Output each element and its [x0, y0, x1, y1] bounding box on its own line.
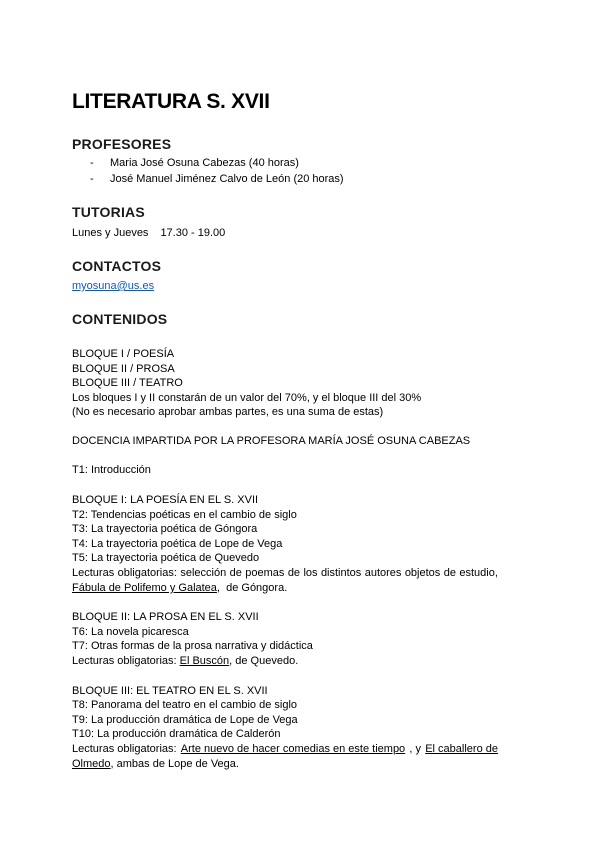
tutorias-days: Lunes y Jueves — [72, 227, 149, 239]
contact-row — [72, 279, 154, 293]
lectura-author: , ambas de Lope de Vega. — [110, 758, 239, 770]
profesor-item — [90, 157, 299, 169]
aprobar-note: (No es necesario aprobar ambas partes, es una suma de estas) — [72, 406, 384, 418]
bloque1-lecturas-line — [72, 566, 498, 580]
lecturas-label: Lecturas obligatorias: — [72, 655, 180, 667]
profesores-heading: PROFESORES — [72, 136, 172, 152]
topic-line: T7: Otras formas de la prosa narrativa y didáctica — [72, 640, 313, 652]
profesor-name: Maria José Osuna Cabezas (40 horas) — [110, 157, 299, 169]
word: distintos — [320, 567, 362, 579]
bloque2-lecturas — [72, 654, 298, 668]
lectura-author: , de Góngora. — [216, 582, 288, 594]
topic-line: T9: La producción dramática de Lope de Vega — [72, 714, 298, 726]
bloque-label: BLOQUE II / PROSA — [72, 363, 175, 375]
bloque1-lecturas-cont — [72, 581, 287, 595]
word: Lecturas — [72, 567, 115, 579]
word: estudio, — [459, 567, 498, 579]
lecturas-label: Lecturas obligatorias: — [72, 743, 177, 755]
topic-line: T4: La trayectoria poética de Lope de Vega — [72, 538, 283, 550]
bloque-label: BLOQUE III / TEATRO — [72, 377, 183, 389]
page-title: LITERATURA S. XVII — [72, 90, 270, 113]
lectura-sep: , y — [409, 743, 422, 755]
lectura-title: Olmedo — [72, 758, 111, 770]
word: de — [287, 567, 301, 579]
docencia-line: DOCENCIA IMPARTIDA POR LA PROFESORA MARÍA JOSÉ OSUNA CABEZAS — [72, 435, 471, 447]
word: obligatorias: — [117, 567, 177, 579]
bloque3-lecturas-cont — [72, 757, 239, 771]
bloque3-lecturas-line — [72, 742, 498, 756]
word: poemas — [245, 567, 285, 579]
word: de — [229, 567, 242, 579]
topic-line: T1: Introducción — [72, 464, 151, 476]
lectura-title: Fábula de Polifemo y Galatea — [72, 582, 217, 594]
word: selección — [180, 567, 227, 579]
bloque2-heading: BLOQUE II: LA PROSA EN EL S. XVII — [72, 611, 259, 623]
contactos-heading: CONTACTOS — [72, 258, 162, 274]
lectura-title: Arte nuevo de hacer comedias en este tiempo — [180, 743, 406, 755]
topic-line: T8: Panorama del teatro en el cambio de siglo — [72, 699, 298, 711]
tutorias-heading: TUTORIAS — [72, 204, 145, 220]
profesor-name: José Manuel Jiménez Calvo de León (20 horas) — [110, 173, 344, 185]
tutorias-time: 17.30 - 19.00 — [160, 227, 226, 239]
word: autores — [364, 567, 402, 579]
topic-line: T2: Tendencias poéticas en el cambio de siglo — [72, 509, 297, 521]
valor-note: Los bloques I y II constarán de un valor del 70%, y el bloque III del 30% — [72, 392, 422, 404]
lectura-title: El caballero de — [425, 743, 498, 755]
lectura-title: El Buscón — [179, 655, 230, 667]
bullet-dash: - — [90, 157, 94, 169]
topic-line: T5: La trayectoria poética de Quevedo — [72, 552, 260, 564]
topic-line: T10: La producción dramática de Calderón — [72, 728, 281, 740]
topic-line: T3: La trayectoria poética de Góngora — [72, 523, 258, 535]
bloque3-heading: BLOQUE III: EL TEATRO EN EL S. XVII — [72, 685, 268, 697]
bullet-dash: - — [90, 173, 94, 185]
bloque1-heading: BLOQUE I: LA POESÍA EN EL S. XVII — [72, 494, 259, 506]
word: objetos — [404, 567, 441, 579]
profesor-item — [90, 173, 344, 185]
contenidos-heading: CONTENIDOS — [72, 311, 168, 327]
lectura-author: , de Quevedo. — [229, 655, 299, 667]
tutorias-schedule — [72, 226, 225, 240]
word: los — [303, 567, 318, 579]
topic-line: T6: La novela picaresca — [72, 626, 189, 638]
bloque-label: BLOQUE I / POESÍA — [72, 348, 175, 360]
email-link[interactable]: myosuna@us.es — [72, 280, 155, 292]
word: de — [443, 567, 456, 579]
